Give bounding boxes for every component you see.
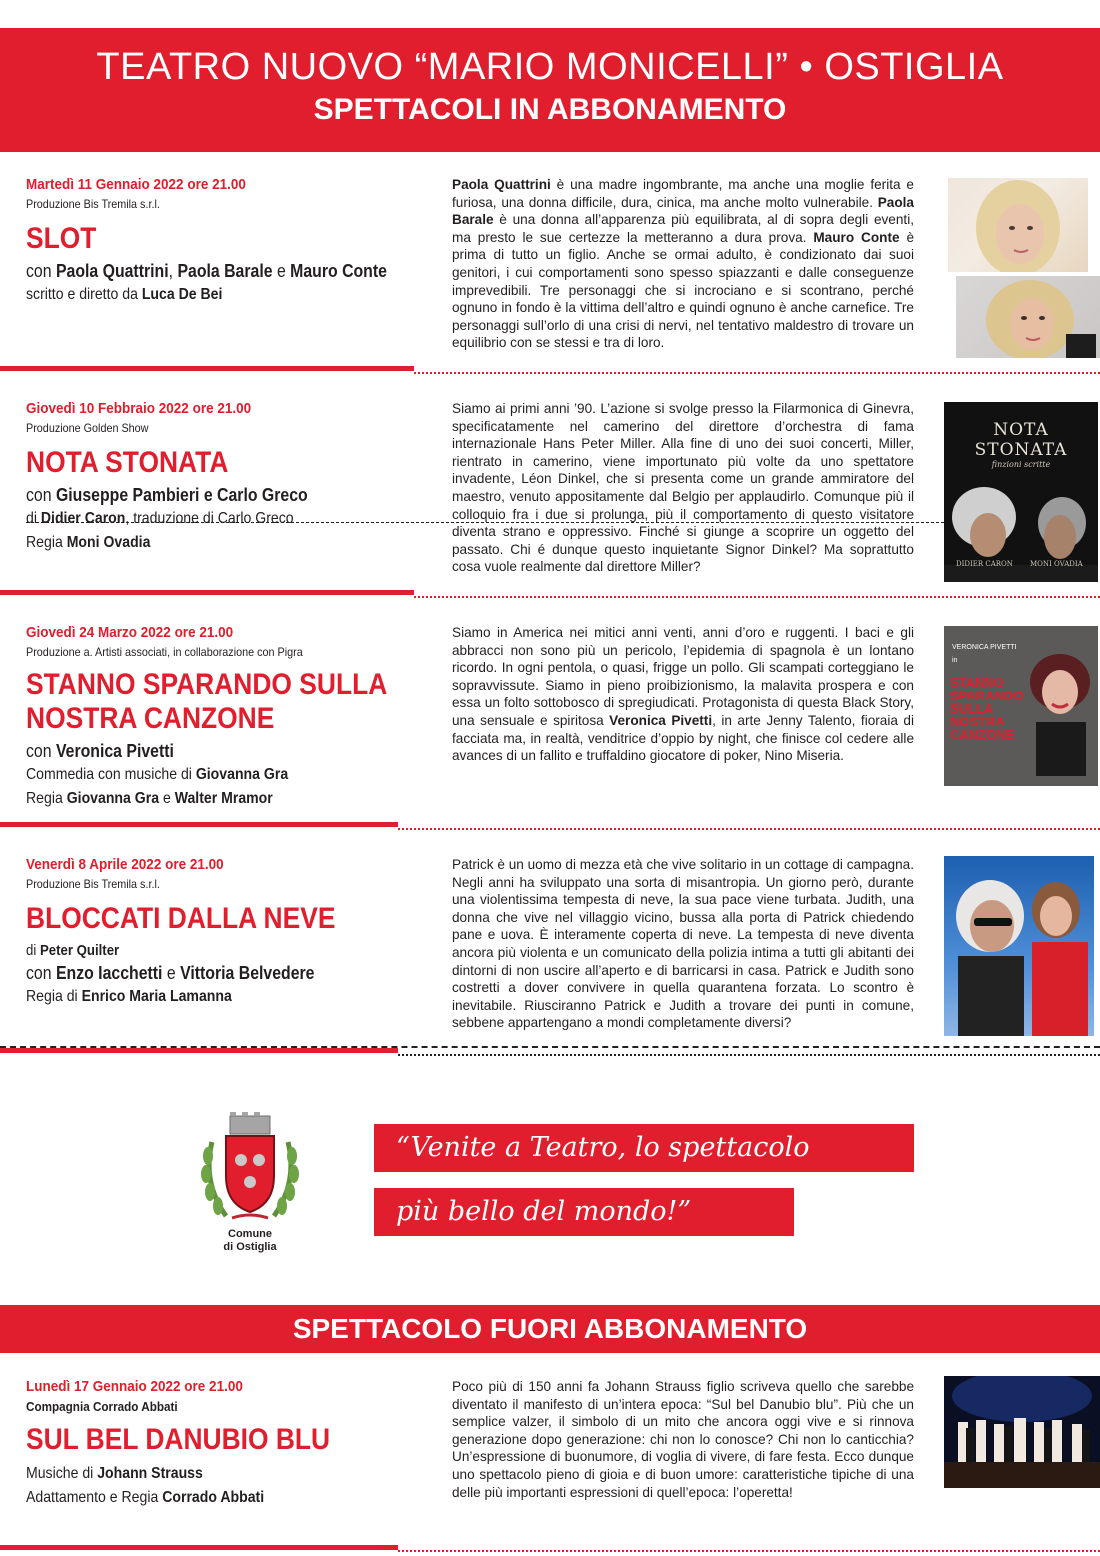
portrait-icon (944, 856, 1094, 1036)
quote-line-2: più bello del mondo!” (374, 1188, 794, 1236)
stage-performers-icon (944, 1376, 1100, 1488)
show-cast: con Giuseppe Pambieri e Carlo Greco (26, 485, 308, 505)
portrait-icon (948, 178, 1088, 272)
comune-caption: Comune di Ostiglia (223, 1228, 277, 1253)
show-music: Commedia con musiche di Giovanna Gra (26, 766, 289, 783)
divider (0, 366, 414, 371)
theatre-title: TEATRO NUOVO “MARIO MONICELLI” • OSTIGLIA (96, 46, 1004, 88)
divider (0, 1048, 398, 1053)
portrait-icon (956, 276, 1100, 358)
show-info (26, 856, 426, 1009)
show-production: Produzione Bis Tremila s.r.l. (26, 877, 160, 891)
show-author: di Peter Quilter (26, 942, 120, 959)
poster-name: VERONICA PIVETTI (952, 644, 1017, 651)
header-banner (0, 28, 1100, 152)
actors-photo (944, 856, 1094, 1036)
show-author: scritto e diretto da Luca De Bei (26, 286, 223, 303)
show-adaptation: Adattamento e Regia Corrado Abbati (26, 1489, 265, 1506)
stage-photo (944, 1376, 1100, 1488)
show-production: Produzione a. Artisti associati, in collaborazione con Pigra (26, 645, 303, 659)
show-bloccati (0, 856, 1100, 1046)
show-title-line2: NOSTRA CANZONE (26, 702, 275, 735)
show-date: Martedì 11 Gennaio 2022 ore 21.00 (26, 176, 246, 193)
show-author: di Didier Caron, traduzione di Carlo Greco (26, 510, 294, 527)
coat-of-arms-icon (196, 1112, 304, 1228)
divider (0, 1545, 398, 1550)
show-stanno-sparando (0, 624, 1100, 824)
divider-dotted (398, 1054, 1100, 1056)
show-date: Giovedì 24 Marzo 2022 ore 21.00 (26, 624, 234, 641)
show-nota-stonata (0, 400, 1100, 590)
poster-in: in (952, 657, 958, 664)
show-cast: con Veronica Pivetti (26, 741, 174, 761)
show-title: SUL BEL DANUBIO BLU (26, 1423, 331, 1456)
show-title: NOTA STONATA (26, 446, 229, 479)
show-description: Siamo ai primi anni ’90. L’azione si svolge presso la Filarmonica di Ginevra, specificatamente nel camerino del direttore d’orchestra di fama internazionale Hans Peter Miller. Alla fine di uno dei suoi concerti, Miller, rientrato in camerino, viene importunato più volte da uno spettatore invadente, Léon Dinkel, che si presenta come un grande ammiratore del maestro, venuto appositamente dal Belgio per applaudirlo. Comunque più il colloquio fra i due si prolunga, più il comportamento di questo visitatore diventa strano e oppressivo. Finché si giunge a scoprire un oggetto del passato. Chi é dunque questo inquietante Signor Dinkel? Ma soprattutto cosa vuole realmente dal direttore Miller? (452, 401, 914, 575)
show-info (26, 400, 426, 555)
show-date: Venerdì 8 Aprile 2022 ore 21.00 (26, 856, 224, 873)
show-date: Giovedì 10 Febbraio 2022 ore 21.00 (26, 400, 252, 417)
show-cast: con Paola Quattrini, Paola Barale e Mauro Conte (26, 261, 387, 281)
show-info (26, 624, 426, 811)
show-info (26, 176, 426, 307)
show-music: Musiche di Johann Strauss (26, 1465, 203, 1482)
show-slot (0, 176, 1100, 376)
show-danubio-blu (0, 1378, 1100, 1538)
cut-line (26, 522, 944, 523)
divider-dotted (414, 372, 1100, 374)
show-production: Produzione Golden Show (26, 421, 149, 435)
show-description: Patrick è un uomo di mezza età che vive solitario in un cottage di campagna. Negli anni ha sviluppato una sorta di misantropia. Un giorno però, durante una violentissima tempesta di neve, la sua pace viene turbata. Judith, una donna che vive nel villaggio vicino, bussa alla porta di Patrick chiedendo pane e uova. È interamente coperta di neve. La tempesta di neve diventa ancora più violenta e un comunicato della polizia intima a tutti gli abitanti dei dintorni di non uscire all’aperto e di barricarsi in casa. Patrick e Judith sono costretti a dover convivere in quella quarantena forzata. Lo scontro è inevitabile. Riusciranno Patrick e Judith a trovare dei punti in comune, sebbene appartengano a mondi completamente diversi? (452, 857, 914, 1031)
divider-dotted (398, 828, 1100, 830)
show-info (26, 1378, 426, 1510)
section-fuori-abbonamento: SPETTACOLO FUORI ABBONAMENTO (0, 1305, 1100, 1353)
poster-title: STANNO SPARANDO SULLA NOSTRA CANZONE (950, 675, 1024, 742)
show-production: Produzione Bis Tremila s.r.l. (26, 197, 160, 211)
show-date: Lunedì 17 Gennaio 2022 ore 21.00 (26, 1378, 243, 1395)
show-title-line1: STANNO SPARANDO SULLA (26, 668, 388, 701)
portrait-icon (1018, 646, 1098, 776)
show-director: Regia Giovanna Gra e Walter Mramor (26, 790, 273, 807)
show-director: Regia Moni Ovadia (26, 534, 151, 551)
show-description: Siamo in America nei mitici anni venti, anni d’oro e ruggenti. I baci e gli abbracci non sono più un pericolo, l’epidemia di spagnola è un lontano ricordo. In ogni pentola, o quasi, frigge un pollo. Gli scampati corteggiano le sopravvissute. Siamo in pieno proibizionismo, la malavita prospera e con essa un folto sottobosco di spregiudicati. Protagonista di questa Black Story, una sensuale e spiritosa Veronica Pivetti, in arte Jenny Talento, fioraia di facciata ma, in realtà, venditrice d’oppio by night, che finisce col cedere alle avances di un fallito e truffaldino giocatore di poker, Nino Miseria. (452, 625, 914, 764)
poster-subtitle: finzioni scritte (991, 460, 1051, 469)
poster-stanno-sparando (944, 626, 1098, 786)
divider (0, 822, 398, 827)
show-director: Regia di Enrico Maria Lamanna (26, 988, 232, 1005)
divider-dotted (414, 596, 1100, 598)
show-production: Compagnia Corrado Abbati (26, 1399, 178, 1414)
comune-crest (196, 1112, 304, 1228)
show-cast: con Enzo Iacchetti e Vittoria Belvedere (26, 963, 315, 983)
show-title: BLOCCATI DALLA NEVE (26, 902, 336, 935)
divider-dotted (398, 1550, 1100, 1552)
divider (0, 590, 414, 595)
season-subtitle: SPETTACOLI IN ABBONAMENTO (313, 93, 787, 126)
poster-title: NOTA STONATA (974, 420, 1068, 460)
show-title: SLOT (26, 222, 97, 255)
quote-line-1: “Venite a Teatro, lo spettacolo (374, 1124, 914, 1172)
actress-photo-2 (956, 276, 1100, 358)
poster-nota-stonata: NOTA STONATA finzioni scritte DIDIER CARON MONI OVADIA (944, 402, 1098, 582)
show-description: Paola Quattrini è una madre ingombrante, ma anche una moglie ferita e furiosa, una donna difficile, dura, cinica, ma anche molto vulnerabile. Paola Barale è una donna all’apparenza più equilibrata, al di sopra degli eventi, ma presto le sue certezze la metteranno a dura prova. Mauro Conte è prima di tutto un figlio. Anche se ormai adulto, è condizionato dai suoi genitori, i cui comportamenti sono spesso spiazzanti e dalle conseguenze imprevedibili. Tre personaggi che si incrociano e si scontrano, perché ognuno in fondo è la vittima dell’altro e quindi ognuno è anche carnefice. Tre personaggi sull’orlo di una crisi di nervi, nel tentativo maldestro di trovare un equilibrio con se stessi e tra di loro. (452, 177, 914, 351)
actress-photo-1 (948, 178, 1088, 272)
show-description: Poco più di 150 anni fa Johann Strauss figlio scriveva quello che sarebbe diventato il manifesto di un’intera epoca: “Sul bel Danubio blu”. Più che un semplice valzer, il simbolo di un mito che ancora oggi vive e si rinnova generazione dopo generazione: chi non lo conosce? Chi non lo canticchia? Un’espressione di buonumore, di voglia di vivere, di fare festa. Ecco dunque uno spettacolo pieno di gioia e di buon umore: caratteristiche tipiche di una delle più importanti espressioni di quell’epoca: l’operetta! (452, 1379, 914, 1500)
